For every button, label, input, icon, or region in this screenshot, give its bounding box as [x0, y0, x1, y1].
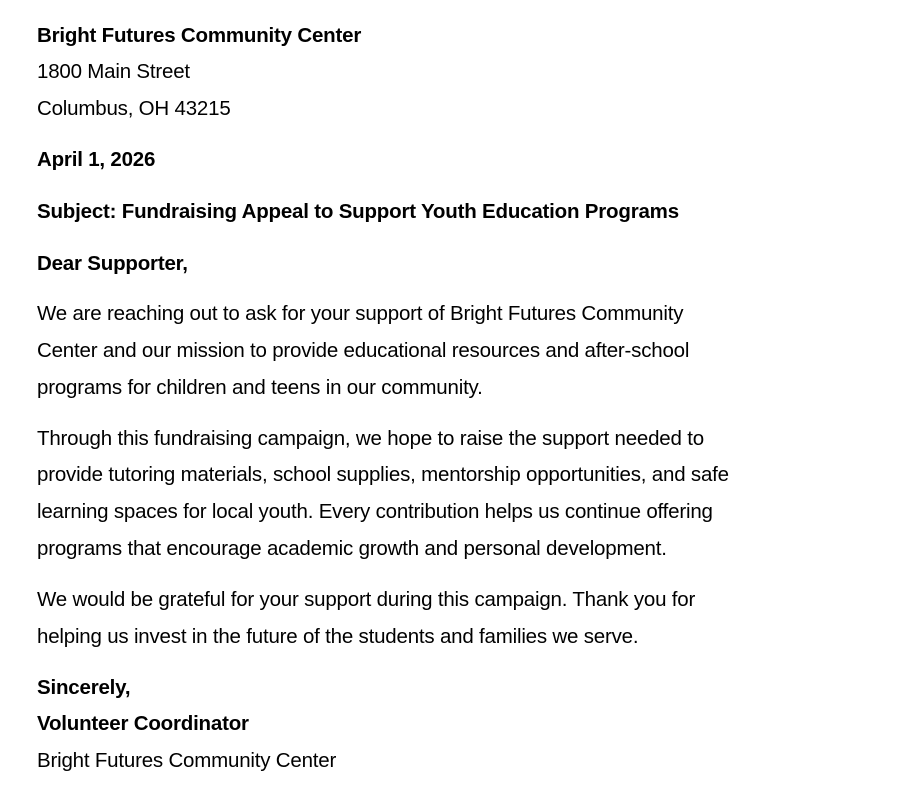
sender-organization: Bright Futures Community Center [37, 24, 362, 47]
signer-organization: Bright Futures Community Center [37, 749, 337, 772]
sender-street: 1800 Main Street [37, 60, 190, 83]
letter-date: April 1, 2026 [37, 148, 156, 171]
paragraph-line: provide tutoring materials, school supplies, mentorship opportunities, and safe [37, 463, 729, 486]
paragraph-line: Through this fundraising campaign, we hope to raise the support needed to [37, 427, 704, 450]
salutation: Dear Supporter, [37, 252, 188, 275]
paragraph-line: programs for children and teens in our community. [37, 376, 483, 399]
paragraph-line: programs that encourage academic growth and personal development. [37, 537, 667, 560]
paragraph-line: helping us invest in the future of the students and families we serve. [37, 625, 639, 648]
valediction: Sincerely, [37, 676, 131, 699]
sender-city-state-zip: Columbus, OH 43215 [37, 97, 231, 120]
paragraph-line: We would be grateful for your support during this campaign. Thank you for [37, 588, 696, 611]
paragraph-line: learning spaces for local youth. Every contribution helps us continue offering [37, 500, 713, 523]
signer-title: Volunteer Coordinator [37, 712, 249, 735]
letter-subject: Subject: Fundraising Appeal to Support Youth Education Programs [37, 200, 679, 223]
paragraph-line: We are reaching out to ask for your support of Bright Futures Community [37, 302, 684, 325]
paragraph-line: Center and our mission to provide educational resources and after-school [37, 339, 690, 362]
